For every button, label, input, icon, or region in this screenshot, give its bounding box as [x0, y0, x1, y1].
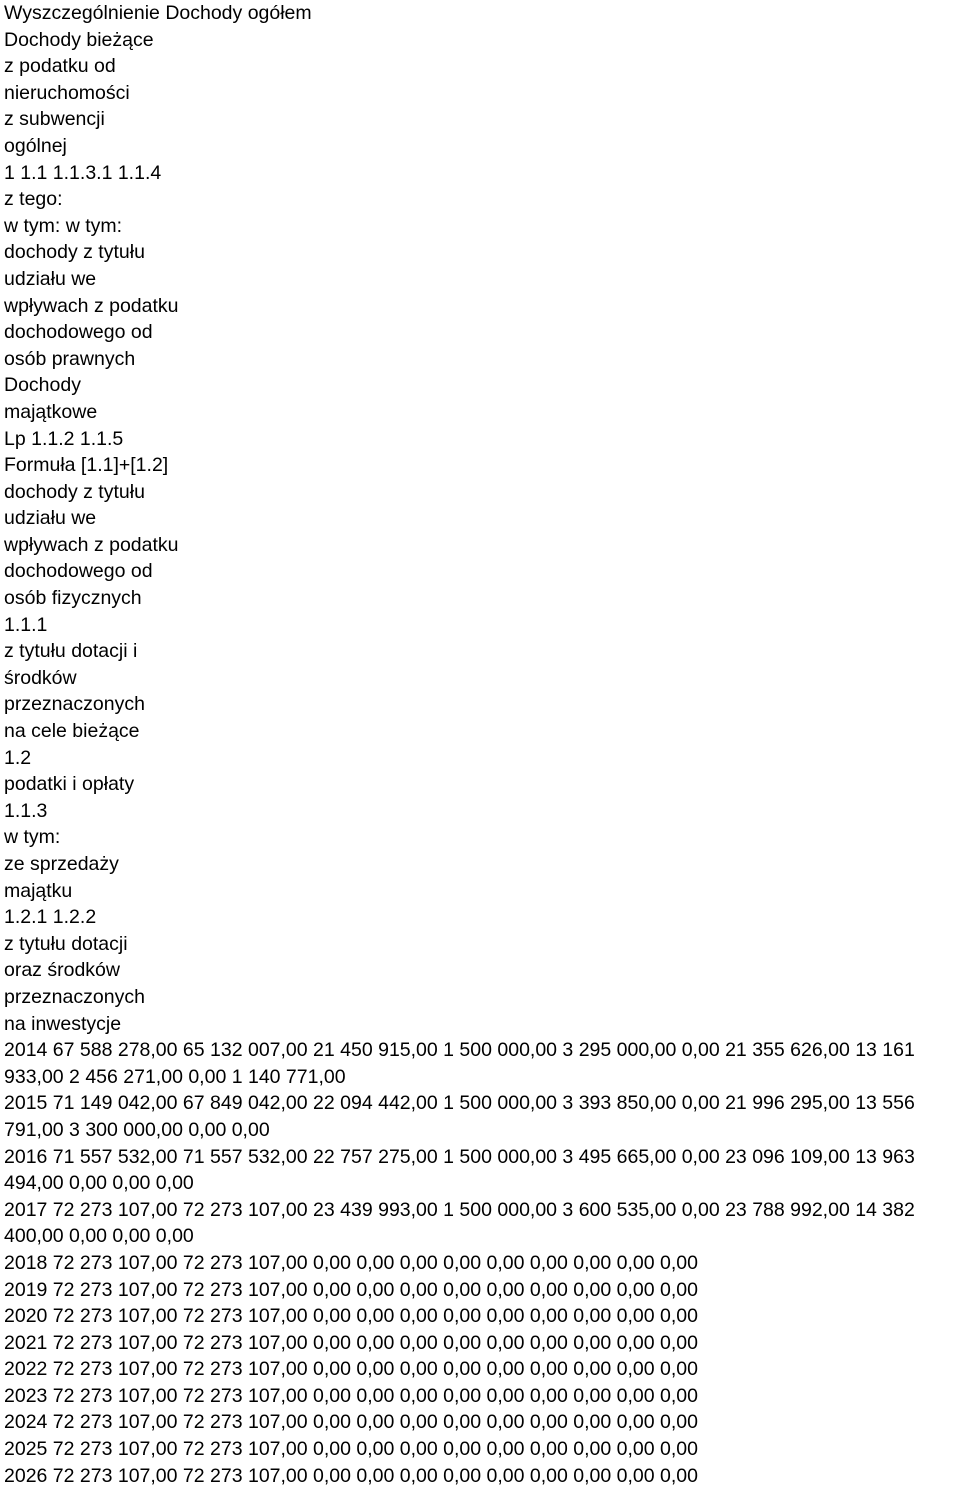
header-line: 1.2.1 1.2.2 — [4, 906, 97, 929]
table-row: 2017 72 273 107,00 72 273 107,00 23 439 993,00 1 500 000,00 3 600 535,00 0,00 23 788 992,00 14 382 400,00 0,00 0,00 0,00 — [4, 1198, 915, 1248]
header-line: z tytułu dotacji — [4, 932, 128, 955]
table-header-block — [4, 0, 960, 1037]
header-line: wpływach z podatku — [4, 294, 179, 317]
header-line: dochody z tytułu — [4, 480, 145, 503]
table-row: 2025 72 273 107,00 72 273 107,00 0,00 0,00 0,00 0,00 0,00 0,00 0,00 0,00 0,00 — [4, 1438, 698, 1461]
header-line: wpływach z podatku — [4, 533, 179, 556]
header-line: z podatku od — [4, 55, 116, 78]
header-line: osób fizycznych — [4, 587, 142, 610]
header-line: w tym: — [4, 826, 61, 849]
header-line: przeznaczonych — [4, 693, 145, 716]
header-line: 1.1.1 — [4, 613, 48, 636]
header-line: majątku — [4, 879, 73, 902]
header-line: oraz środków — [4, 959, 120, 982]
table-row: 2014 67 588 278,00 65 132 007,00 21 450 915,00 1 500 000,00 3 295 000,00 0,00 21 355 626,00 13 161 933,00 2 456 271,00 0,00 1 140 771,00 — [4, 1039, 915, 1088]
header-line: Wyszczególnienie Dochody ogółem — [4, 2, 312, 24]
header-line: 1 1.1 1.1.3.1 1.1.4 — [4, 161, 162, 184]
header-line: ogólnej — [4, 134, 67, 157]
header-line: Dochody bieżące — [4, 28, 154, 51]
header-line: majątkowe — [4, 400, 98, 423]
header-line: 1.2 — [4, 746, 32, 769]
table-row: 2018 72 273 107,00 72 273 107,00 0,00 0,00 0,00 0,00 0,00 0,00 0,00 0,00 0,00 — [4, 1251, 698, 1274]
header-line: nieruchomości — [4, 81, 130, 104]
header-line: dochodowego od — [4, 560, 153, 583]
table-row: 2024 72 273 107,00 72 273 107,00 0,00 0,00 0,00 0,00 0,00 0,00 0,00 0,00 0,00 — [4, 1411, 698, 1434]
header-line: z tego: — [4, 188, 63, 211]
header-line: Lp 1.1.2 1.1.5 — [4, 427, 124, 450]
table-data-block — [4, 1037, 960, 1489]
header-line: z subwencji — [4, 108, 105, 131]
header-line: udziału we — [4, 507, 97, 530]
header-line: udziału we — [4, 267, 97, 290]
header-line: ze sprzedaży — [4, 853, 119, 875]
header-line: Dochody — [4, 374, 81, 397]
header-line: na inwestycje — [4, 1012, 122, 1035]
header-line: w tym: w tym: — [4, 214, 123, 237]
table-row: 2016 71 557 532,00 71 557 532,00 22 757 275,00 1 500 000,00 3 495 665,00 0,00 23 096 109,00 13 963 494,00 0,00 0,00 0,00 — [4, 1145, 915, 1195]
table-row: 2022 72 273 107,00 72 273 107,00 0,00 0,00 0,00 0,00 0,00 0,00 0,00 0,00 0,00 — [4, 1358, 698, 1381]
header-line: podatki i opłaty — [4, 773, 135, 796]
table-row: 2020 72 273 107,00 72 273 107,00 0,00 0,00 0,00 0,00 0,00 0,00 0,00 0,00 0,00 — [4, 1305, 698, 1328]
table-row: 2026 72 273 107,00 72 273 107,00 0,00 0,00 0,00 0,00 0,00 0,00 0,00 0,00 0,00 — [4, 1464, 698, 1487]
header-line: przeznaczonych — [4, 985, 145, 1008]
header-line: środków — [4, 666, 77, 689]
header-line: dochodowego od — [4, 321, 153, 344]
table-row: 2023 72 273 107,00 72 273 107,00 0,00 0,00 0,00 0,00 0,00 0,00 0,00 0,00 0,00 — [4, 1384, 698, 1407]
table-row: 2021 72 273 107,00 72 273 107,00 0,00 0,00 0,00 0,00 0,00 0,00 0,00 0,00 0,00 — [4, 1331, 698, 1354]
header-line: na cele bieżące — [4, 720, 140, 743]
header-line: osób prawnych — [4, 347, 136, 370]
header-line: z tytułu dotacji i — [4, 640, 138, 663]
table-row: 2019 72 273 107,00 72 273 107,00 0,00 0,00 0,00 0,00 0,00 0,00 0,00 0,00 0,00 — [4, 1278, 698, 1301]
header-line: Formuła [1.1]+[1.2] — [4, 454, 169, 477]
table-row: 2015 71 149 042,00 67 849 042,00 22 094 442,00 1 500 000,00 3 393 850,00 0,00 21 996 295,00 13 556 791,00 3 300 000,00 0,00 0,00 — [4, 1092, 915, 1141]
header-line: 1.1.3 — [4, 799, 48, 822]
header-line: dochody z tytułu — [4, 241, 145, 264]
